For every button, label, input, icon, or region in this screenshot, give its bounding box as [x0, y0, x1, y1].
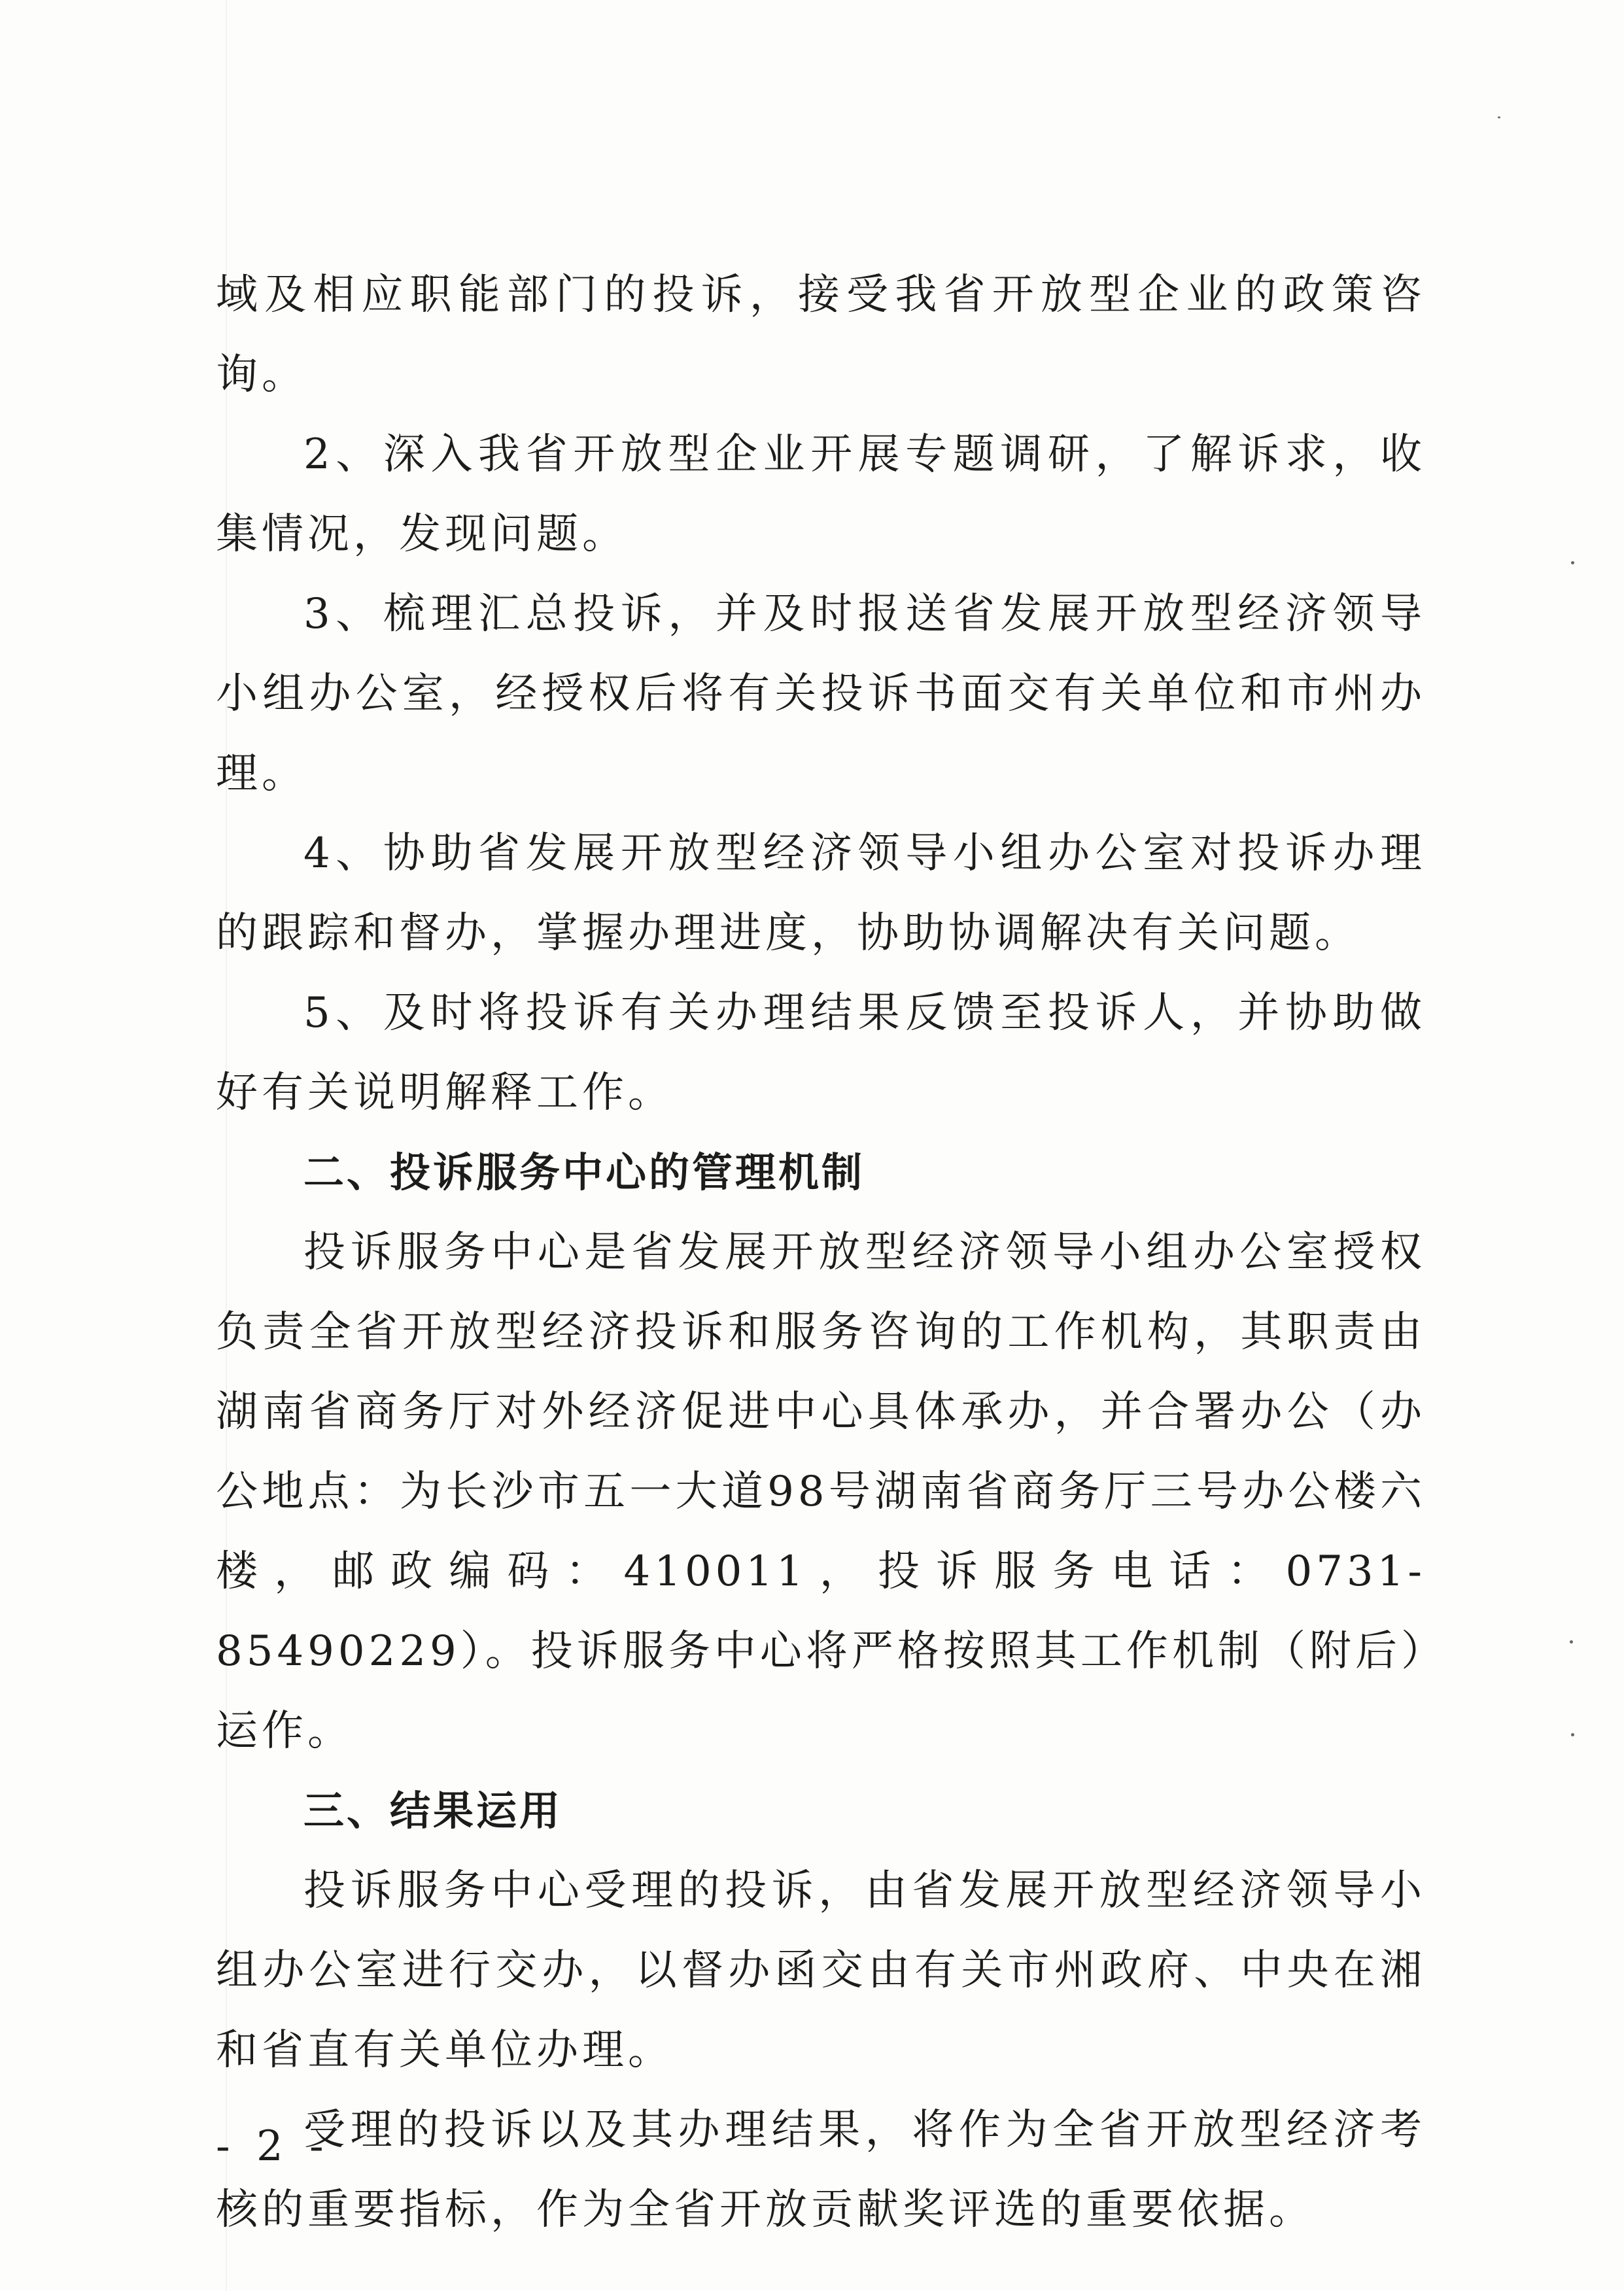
scan-speck	[1571, 561, 1574, 564]
document-body	[216, 255, 1426, 2250]
section-heading-management: 二、投诉服务中心的管理机制	[303, 1148, 865, 1196]
paragraph-results-assignment: 投诉服务中心受理的投诉，由省发展开放型经济领导小组办公室进行交办，以督办函交由有关市州政府、中央在湘和省直有关单位办理。	[216, 1867, 1426, 2075]
scan-speck	[1498, 116, 1500, 118]
section-heading-results: 三、结果运用	[303, 1787, 563, 1835]
paragraph-results-evaluation: 受理的投诉以及其办理结果，将作为全省开放型经济考核的重要指标，作为全省开放贡献奖评选的重要依据。	[216, 2106, 1426, 2234]
scan-speck	[1571, 1733, 1574, 1736]
page-number: - 2 -	[216, 2122, 330, 2171]
paragraph-item-2: 2、深入我省开放型企业开展专题调研，了解诉求，收集情况，发现问题。	[216, 430, 1426, 559]
paragraph-management-mechanism: 投诉服务中心是省发展开放型经济领导小组办公室授权负责全省开放型经济投诉和服务咨询的工作机构，其职责由湖南省商务厅对外经济促进中心具体承办，并合署办公（办公地点：为长沙市五一大道98号湖南省商务厅三号办公楼六楼，邮政编码：410011，投诉服务电话：0731-85490229）。投诉服务中心将严格按照其工作机制（附后）运作。	[216, 1228, 1426, 1755]
paragraph-item-5: 5、及时将投诉有关办理结果反馈至投诉人，并协助做好有关说明解释工作。	[216, 989, 1426, 1117]
paragraph-continuation: 域及相应职能部门的投诉，接受我省开放型企业的政策咨询。	[216, 271, 1426, 399]
paragraph-item-4: 4、协助省发展开放型经济领导小组办公室对投诉办理的跟踪和督办，掌握办理进度，协助协调解决有关问题。	[216, 829, 1426, 957]
paragraph-item-3: 3、梳理汇总投诉，并及时报送省发展开放型经济领导小组办公室，经授权后将有关投诉书面交有关单位和市州办理。	[216, 590, 1426, 798]
scan-speck	[1570, 1640, 1573, 1644]
